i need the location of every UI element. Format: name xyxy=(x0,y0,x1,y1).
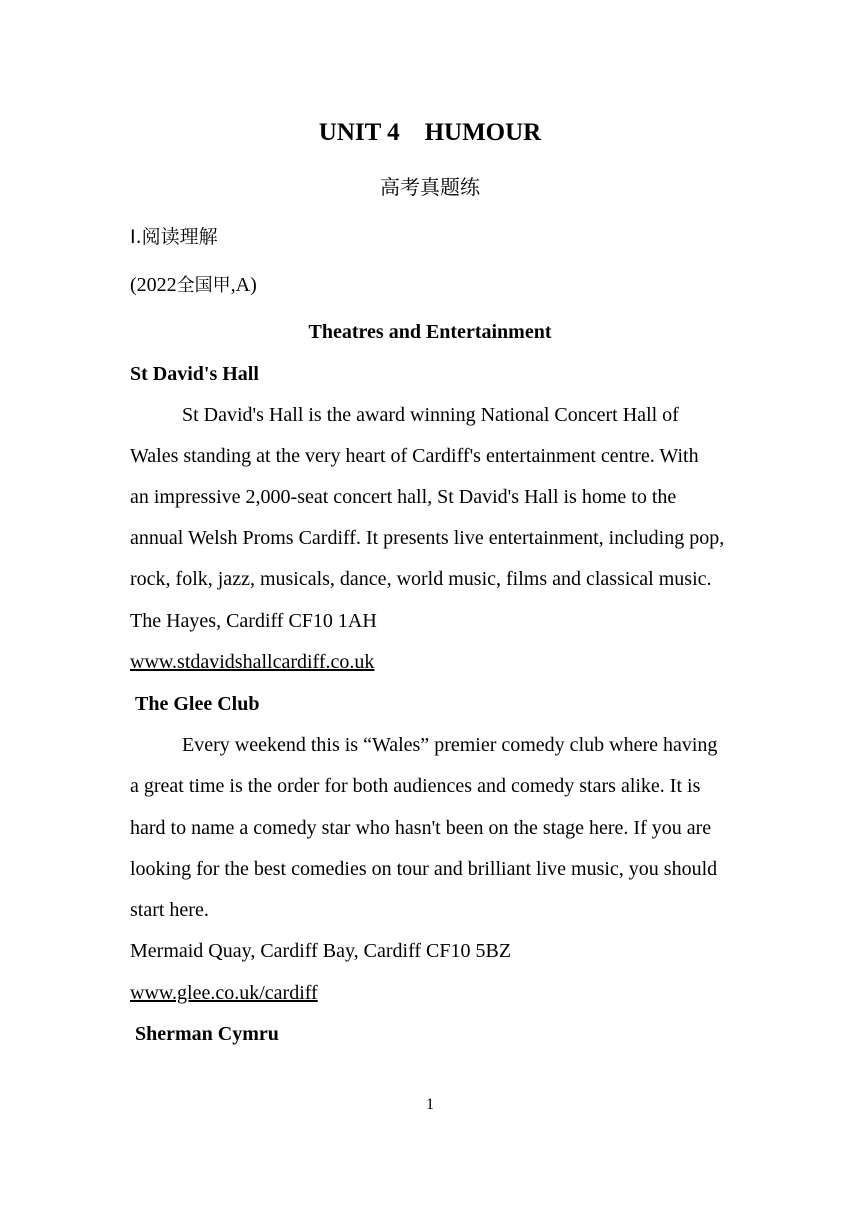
paragraph-line: rock, folk, jazz, musicals, dance, world music, films and classical music. xyxy=(130,568,712,590)
source-exam-name: 全国甲 xyxy=(176,275,231,296)
section-subtitle: 高考真题练 xyxy=(380,175,480,199)
paragraph-line: start here. xyxy=(130,899,209,921)
section-heading: Ⅰ.阅读理解 xyxy=(130,226,218,248)
paragraph-line: looking for the best comedies on tour and brilliant live music, you should xyxy=(130,858,718,880)
source-suffix: ,A) xyxy=(230,274,257,296)
paragraph-line: hard to name a comedy star who hasn't been on the stage here. If you are xyxy=(130,817,712,839)
source-citation xyxy=(130,273,257,298)
paragraph-line: annual Welsh Proms Cardiff. It presents live entertainment, including pop, xyxy=(130,527,725,549)
venue-website-link[interactable]: www.glee.co.uk/cardiff xyxy=(130,982,318,1004)
paragraph-line: Wales standing at the very heart of Cardiff's entertainment centre. With xyxy=(130,445,699,467)
venue-heading: St David's Hall xyxy=(130,363,259,385)
venue-website-link[interactable]: www.stdavidshallcardiff.co.uk xyxy=(130,651,375,673)
paragraph-line: St David's Hall is the award winning National Concert Hall of xyxy=(182,404,679,426)
page-number: 1 xyxy=(426,1096,434,1113)
paragraph-line: Every weekend this is “Wales” premier comedy club where having xyxy=(182,734,718,756)
passage-title: Theatres and Entertainment xyxy=(308,321,552,343)
venue-address: Mermaid Quay, Cardiff Bay, Cardiff CF10 5BZ xyxy=(130,940,512,962)
venue-heading: The Glee Club xyxy=(135,693,260,715)
source-prefix: (2022 xyxy=(130,274,177,296)
paragraph-line: a great time is the order for both audiences and comedy stars alike. It is xyxy=(130,775,701,797)
paragraph-line: an impressive 2,000-seat concert hall, St David's Hall is home to the xyxy=(130,486,677,508)
unit-title: UNIT 4 HUMOUR xyxy=(318,119,542,146)
venue-heading: Sherman Cymru xyxy=(135,1023,279,1045)
venue-address: The Hayes, Cardiff CF10 1AH xyxy=(130,610,377,632)
